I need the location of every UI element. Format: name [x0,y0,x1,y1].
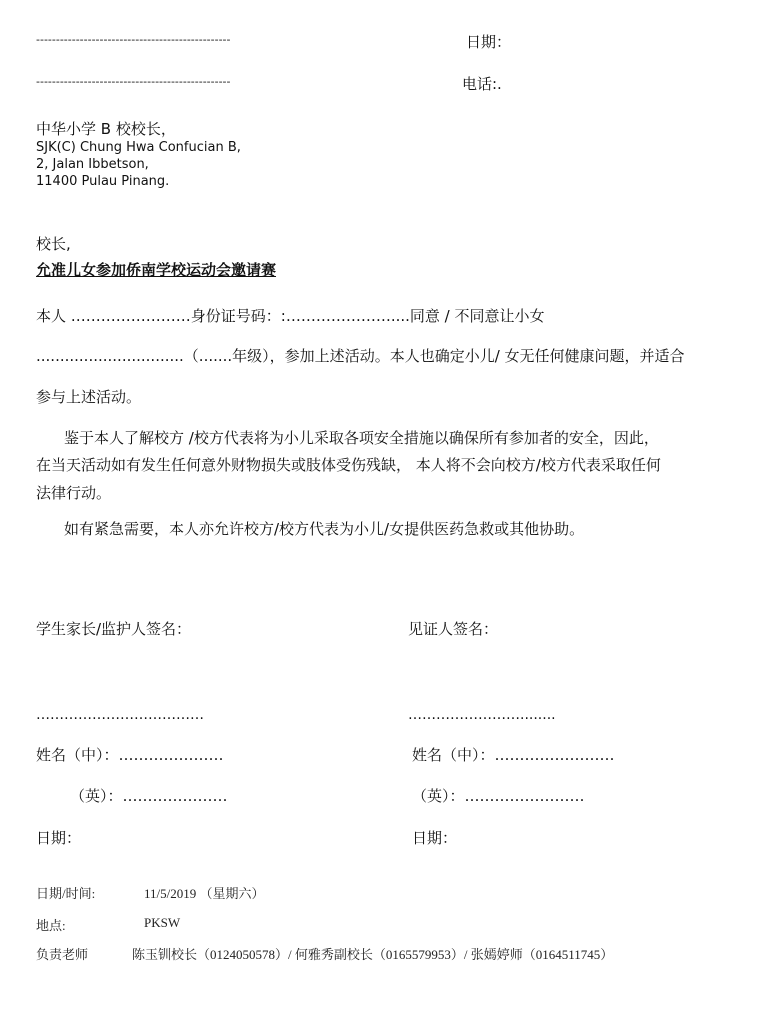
liability-line-2: 在当天活动如有发生任何意外财物损失或肢体受伤残缺， 本人将不会向校方/校方代表采取任何 [36,456,661,474]
address-city: 11400 Pulau Pinang. [36,174,170,189]
subject-title: 允准儿女参加侨南学校运动会邀请赛 [36,261,277,279]
event-teacher-label: 负责老师 [36,947,89,962]
event-teacher-value: 陈玉钏校长（0124050578）/ 何雅秀副校长（0165579953）/ 张嫣婷师（0164511745） [132,947,614,962]
address-street: 2, Jalan Ibbetson, [36,157,149,172]
witness-name-chinese: 姓名（中）：…………………… [412,746,615,764]
date-label: 日期： [466,33,512,51]
event-place-label: 地点: [36,918,66,933]
emergency-paragraph: 如有紧急需要，本人亦允许校方/校方代表为小儿/女提供医药急救或其他协助。 [64,520,585,538]
parent-signature-line: ……………………………… [36,707,204,723]
name-blank-line: ------------------------------------------------- [36,33,231,46]
liability-line-1: 鉴于本人了解校方 /校方代表将为小儿采取各项安全措施以确保所有参加者的安全，因此， [64,429,659,447]
event-place-value: PKSW [144,915,181,930]
parent-name-english: （英）：………………… [70,787,228,805]
witness-signature-line: ……………………........ [408,707,556,723]
parent-date-label: 日期： [36,829,82,847]
consent-line-1: 本人 ……………………身份证号码：:…………………....同意 / 不同意让小女 [36,307,545,325]
parent-signature-label: 学生家长/监护人签名： [36,620,192,638]
consent-line-2: ...............................（.......年级），参加上述活动。本人也确定小儿/ 女无任何健康问题，并适合 [36,347,685,365]
event-datetime-value: 11/5/2019 （星期六） [144,886,265,901]
event-datetime-label: 日期/时间: [36,886,96,901]
address-blank-line: ------------------------------------------------- [36,75,231,88]
liability-line-3: 法律行动。 [36,484,112,502]
witness-name-english: （英）：…………………… [412,787,585,805]
phone-label: 电话:. [462,75,502,93]
witness-signature-label: 见证人签名： [408,620,499,638]
parent-name-chinese: 姓名（中）：………………… [36,746,224,764]
school-name: SJK(C) Chung Hwa Confucian B, [36,140,241,155]
witness-date-label: 日期： [412,829,458,847]
recipient-line: 中华小学 B 校校长， [36,120,176,138]
salutation: 校长, [36,235,71,253]
consent-line-3: 参与上述活动。 [36,388,142,406]
